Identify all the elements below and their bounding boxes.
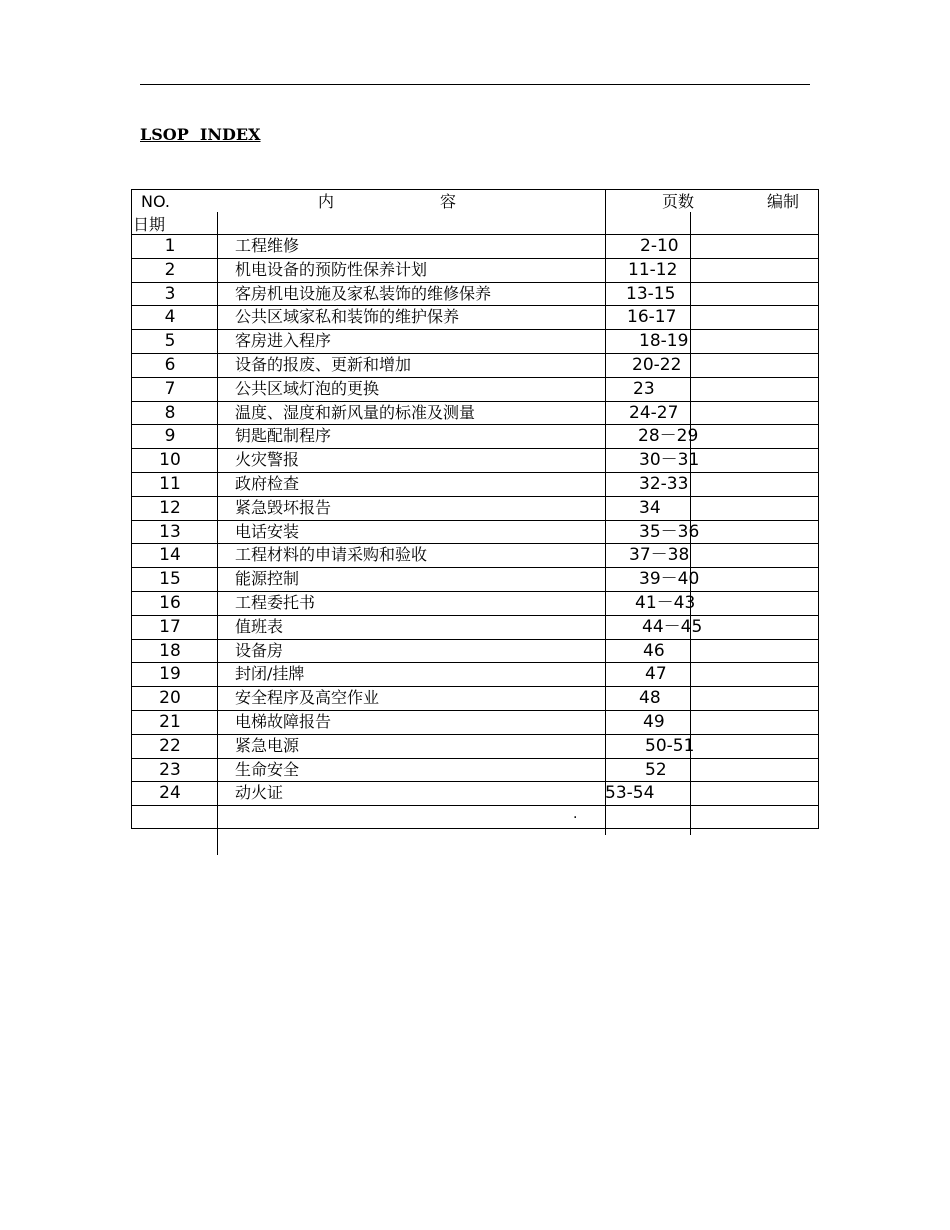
row-pages: 48 xyxy=(639,688,661,709)
header-date: 日期 xyxy=(133,215,166,234)
index-table xyxy=(131,189,819,829)
table-row xyxy=(132,686,818,710)
row-pages: 53-54 xyxy=(605,783,655,804)
page-title: LSOP INDEX xyxy=(140,125,261,144)
row-number: 5 xyxy=(164,331,176,352)
row-title: 设备的报废、更新和增加 xyxy=(235,355,412,374)
table-row xyxy=(132,734,818,758)
row-number: 2 xyxy=(164,259,176,280)
row-title: 工程材料的申请采购和验收 xyxy=(235,545,428,565)
row-pages: 32-33 xyxy=(639,474,689,494)
table-row xyxy=(132,591,818,615)
row-title: 电话安装 xyxy=(235,521,300,541)
row-title: 紧急毁坏报告 xyxy=(235,497,332,517)
row-number: 22 xyxy=(159,735,181,756)
table-row xyxy=(132,377,818,401)
row-pages: 37－38 xyxy=(629,545,690,566)
row-pages: 44－45 xyxy=(642,616,703,637)
row-pages: 20-22 xyxy=(632,355,682,375)
row-title: 温度、湿度和新风量的标准及测量 xyxy=(235,402,476,422)
row-number: 7 xyxy=(164,378,176,399)
row-title: 能源控制 xyxy=(235,569,300,589)
header-no: NO. xyxy=(141,192,170,211)
table-row xyxy=(132,424,818,448)
row-pages: 50-51 xyxy=(645,735,695,756)
row-pages: 35－36 xyxy=(639,521,700,542)
row-number: 9 xyxy=(164,426,176,447)
table-row xyxy=(132,234,818,258)
row-number: 13 xyxy=(159,521,181,542)
header-content-a: 内 xyxy=(318,192,335,211)
row-number: 18 xyxy=(159,640,181,661)
row-title: 封闭/挂牌 xyxy=(235,664,305,684)
row-title: 客房机电设施及家私装饰的维修保养 xyxy=(235,283,492,303)
row-number: 15 xyxy=(159,569,181,590)
row-pages: 34 xyxy=(639,497,661,518)
table-row xyxy=(132,329,818,353)
row-title: 电梯故障报告 xyxy=(235,712,332,731)
row-title: 紧急电源 xyxy=(235,735,300,755)
row-pages: 28－29 xyxy=(638,426,699,447)
table-row xyxy=(132,448,818,472)
row-number: 14 xyxy=(159,545,181,566)
row-pages: 49 xyxy=(643,712,665,732)
row-number: 16 xyxy=(159,593,181,613)
row-pages: 47 xyxy=(645,664,667,685)
row-title: 工程维修 xyxy=(235,236,300,255)
row-title: 安全程序及高空作业 xyxy=(235,688,380,708)
row-title: 设备房 xyxy=(235,640,284,660)
table-row xyxy=(132,496,818,520)
row-number: 20 xyxy=(159,688,181,709)
row-number: 8 xyxy=(164,402,176,423)
table-row xyxy=(132,567,818,591)
row-pages: 41－43 xyxy=(635,593,696,613)
trailing-mark: . xyxy=(573,806,578,822)
row-pages: 24-27 xyxy=(629,402,679,423)
table-row xyxy=(132,543,818,567)
table-row xyxy=(132,401,818,425)
row-number: 4 xyxy=(164,307,176,328)
row-title: 公共区域家私和装饰的维护保养 xyxy=(235,307,460,327)
row-title: 钥匙配制程序 xyxy=(235,426,332,446)
row-number: 6 xyxy=(164,355,176,375)
row-pages: 2-10 xyxy=(640,236,679,256)
row-title: 公共区域灯泡的更换 xyxy=(235,378,380,398)
row-number: 23 xyxy=(159,759,181,780)
row-pages: 52 xyxy=(645,759,667,780)
row-title: 政府检查 xyxy=(235,474,300,493)
table-row xyxy=(132,258,818,282)
row-pages: 39－40 xyxy=(639,569,700,590)
table-row xyxy=(132,758,818,782)
row-number: 17 xyxy=(159,616,181,637)
table-row xyxy=(132,472,818,496)
table-row xyxy=(132,615,818,639)
row-pages: 30－31 xyxy=(639,450,700,471)
row-title: 客房进入程序 xyxy=(235,331,332,351)
table-row xyxy=(132,639,818,663)
table-row xyxy=(132,662,818,686)
row-number: 3 xyxy=(164,283,176,304)
row-pages: 46 xyxy=(643,640,665,661)
row-title: 值班表 xyxy=(235,616,284,636)
row-title: 机电设备的预防性保养计划 xyxy=(235,259,428,279)
row-title: 生命安全 xyxy=(235,759,300,779)
table-row xyxy=(132,781,818,805)
row-title: 动火证 xyxy=(235,783,284,803)
row-number: 21 xyxy=(159,712,181,732)
header-content-b: 容 xyxy=(440,192,457,211)
table-row xyxy=(132,353,818,377)
row-pages: 16-17 xyxy=(627,307,677,328)
row-pages: 18-19 xyxy=(639,331,689,352)
row-pages: 11-12 xyxy=(628,259,678,280)
row-number: 24 xyxy=(159,783,181,804)
row-number: 11 xyxy=(159,474,181,494)
row-number: 1 xyxy=(164,236,176,256)
table-row xyxy=(132,520,818,544)
row-title: 火灾警报 xyxy=(235,450,300,470)
header-author: 编制 xyxy=(767,192,800,211)
top-rule xyxy=(140,84,810,85)
row-number: 19 xyxy=(159,664,181,685)
table-row xyxy=(132,282,818,306)
row-number: 10 xyxy=(159,450,181,471)
row-number: 12 xyxy=(159,497,181,518)
row-title: 工程委托书 xyxy=(235,593,316,612)
table-row xyxy=(132,305,818,329)
table-row xyxy=(132,710,818,734)
row-pages: 23 xyxy=(633,378,655,399)
header-pages: 页数 xyxy=(662,192,695,211)
row-pages: 13-15 xyxy=(626,283,676,304)
